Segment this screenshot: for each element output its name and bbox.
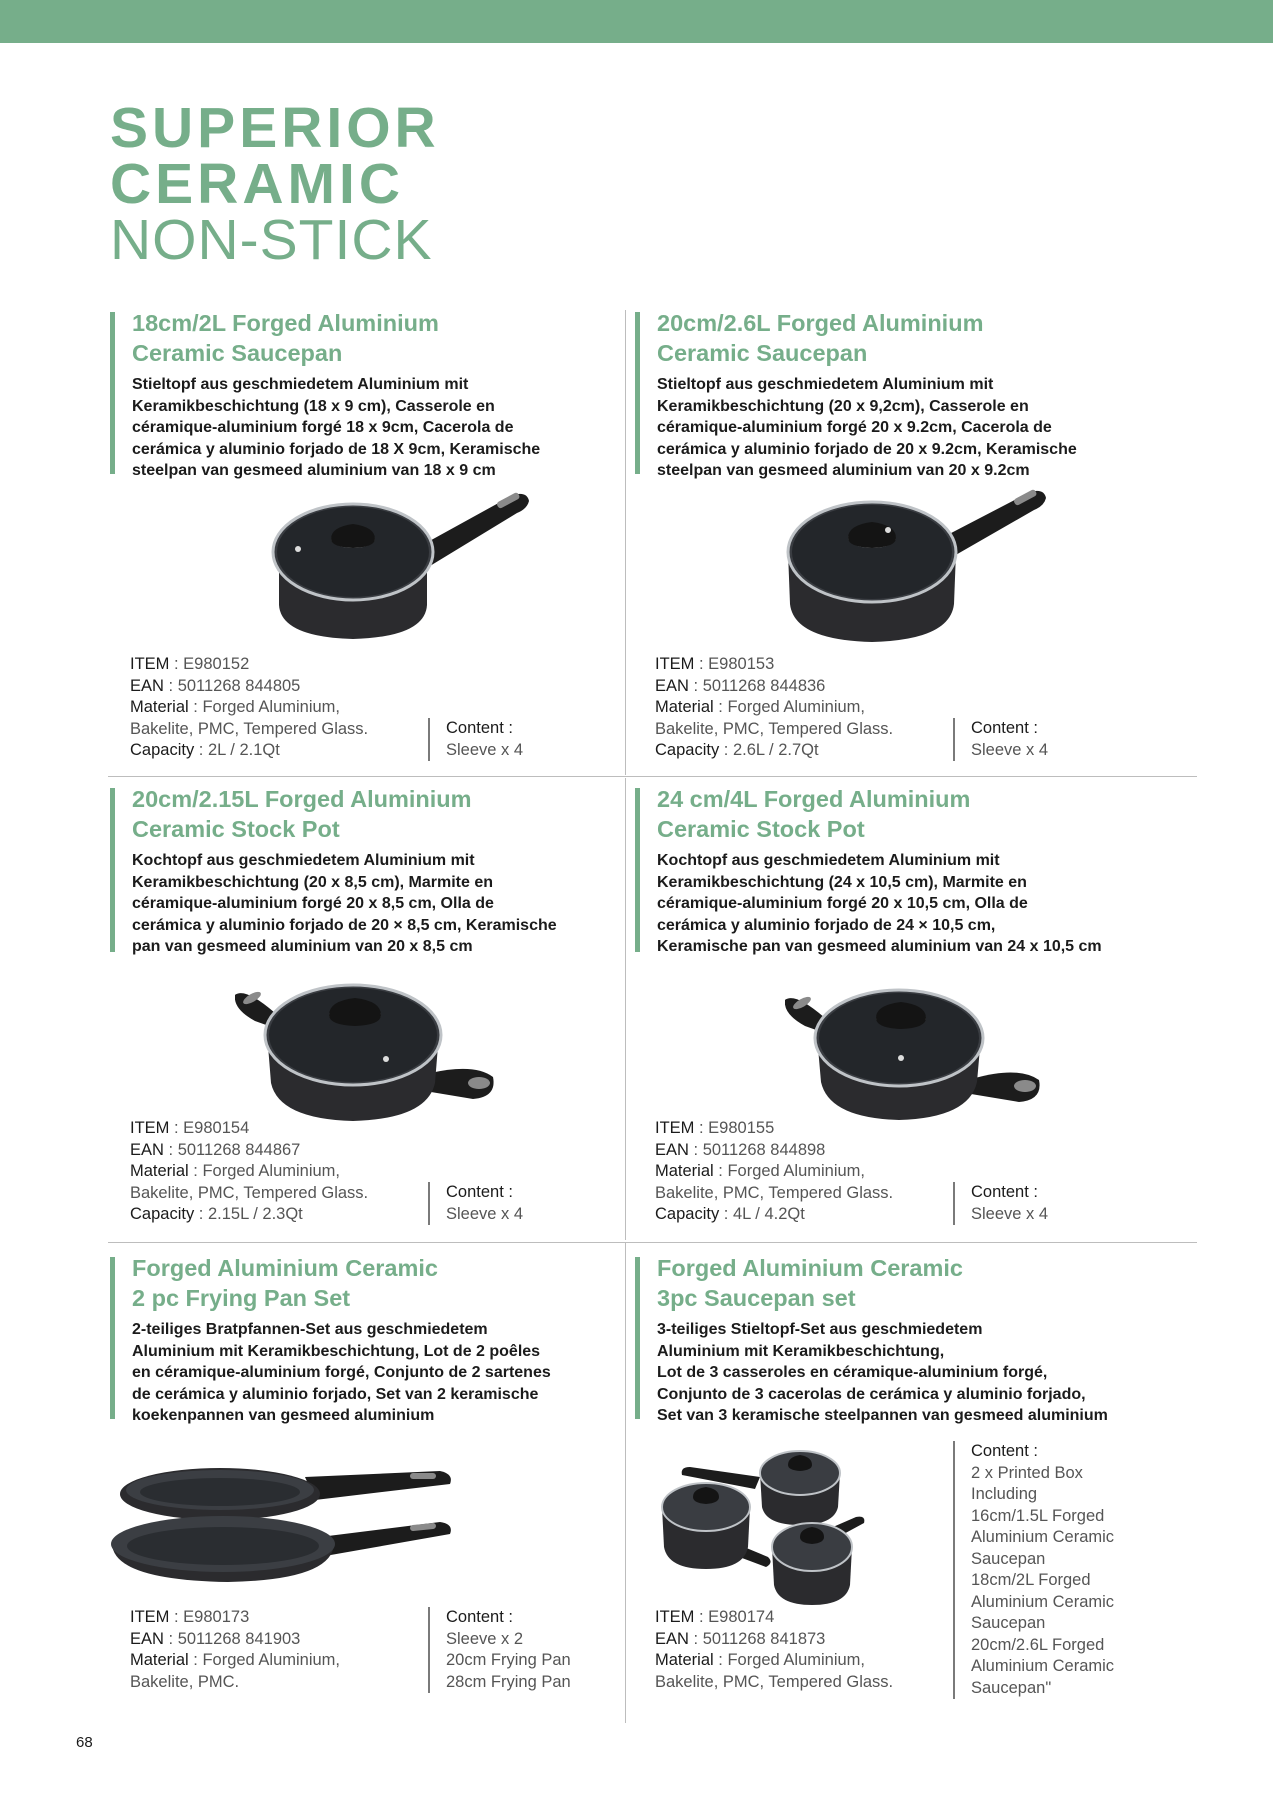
spec-material bbox=[655, 697, 985, 719]
product-card bbox=[110, 788, 630, 1258]
top-color-bar bbox=[0, 0, 1273, 43]
product-card bbox=[110, 1257, 630, 1727]
content-line: Including bbox=[971, 1485, 1038, 1503]
spec-item bbox=[130, 654, 460, 676]
product-name-line: 20cm/2.6L Forged Aluminium bbox=[657, 310, 984, 336]
spec-item bbox=[655, 1118, 985, 1140]
spec-value: : Forged Aluminium, bbox=[713, 1651, 865, 1669]
product-specs bbox=[130, 1607, 460, 1693]
content-line: Aluminium Ceramic bbox=[971, 1657, 1115, 1675]
spec-value: : E980154 bbox=[169, 1119, 250, 1137]
description-line: koekenpannen van gesmeed aluminium bbox=[132, 1407, 435, 1424]
product-name-line: 18cm/2L Forged Aluminium bbox=[132, 310, 439, 336]
description-line: Kochtopf aus geschmiedetem Aluminium mit bbox=[132, 852, 475, 869]
content-label: Content : bbox=[446, 1183, 513, 1201]
description-line: 3-teiliges Stieltopf-Set aus geschmiedetem bbox=[657, 1321, 983, 1338]
description-line: 2-teiliges Bratpfannen-Set aus geschmiedetem bbox=[132, 1321, 488, 1338]
spec-value: : Forged Aluminium, bbox=[188, 698, 340, 716]
stock-pot-image bbox=[235, 973, 505, 1123]
content-label: Content : bbox=[971, 1183, 1038, 1201]
product-name-line: 20cm/2.15L Forged Aluminium bbox=[132, 786, 472, 812]
product-card bbox=[635, 312, 1155, 782]
spec-label: Capacity bbox=[130, 1205, 195, 1223]
product-card bbox=[110, 312, 630, 782]
description-line: céramique-aluminium forgé 20 x 8,5 cm, Olla de bbox=[132, 895, 494, 912]
content-label: Content : bbox=[446, 1608, 513, 1626]
accent-bar bbox=[635, 312, 640, 474]
spec-value: : 5011268 841903 bbox=[163, 1629, 301, 1648]
spec-label: Material bbox=[130, 698, 189, 716]
content-line: Saucepan bbox=[971, 1549, 1046, 1568]
page-title bbox=[110, 96, 440, 272]
title-line-2: CERAMIC bbox=[110, 152, 404, 216]
spec-label: ITEM bbox=[130, 655, 170, 673]
spec-label: EAN bbox=[130, 1140, 164, 1159]
description-line: Keramikbeschichtung (18 x 9 cm), Casserole en bbox=[132, 397, 495, 415]
description-line: steelpan van gesmeed aluminium van 18 x 9 cm bbox=[132, 462, 496, 479]
product-name bbox=[657, 784, 1137, 844]
content-line: 2 x Printed Box bbox=[971, 1463, 1083, 1482]
spec-capacity bbox=[655, 740, 985, 762]
spec-material-cont: Bakelite, PMC, Tempered Glass. bbox=[130, 719, 369, 738]
product-name-line: 24 cm/4L Forged Aluminium bbox=[657, 786, 971, 812]
content-line: Saucepan" bbox=[971, 1678, 1052, 1697]
spec-label: Capacity bbox=[130, 741, 195, 759]
product-content bbox=[428, 718, 626, 761]
spec-ean bbox=[655, 1629, 985, 1651]
spec-label: ITEM bbox=[655, 655, 695, 673]
spec-label: EAN bbox=[655, 676, 689, 695]
spec-value: : E980153 bbox=[694, 655, 775, 673]
description-line: de cerámica y aluminio forjado, Set van 2 keramische bbox=[132, 1385, 539, 1403]
spec-value: : 5011268 844867 bbox=[163, 1140, 301, 1159]
spec-label: Material bbox=[655, 698, 714, 716]
spec-value: : E980155 bbox=[694, 1119, 775, 1137]
product-content bbox=[428, 1607, 626, 1693]
spec-value: : Forged Aluminium, bbox=[713, 698, 865, 716]
spec-material bbox=[130, 1650, 460, 1672]
product-name bbox=[132, 784, 612, 844]
content-label: Content : bbox=[971, 719, 1038, 737]
spec-label: EAN bbox=[130, 676, 164, 695]
spec-label: Material bbox=[130, 1651, 189, 1669]
description-line: céramique-aluminium forgé 20 x 10,5 cm, Olla de bbox=[657, 895, 1028, 912]
product-content bbox=[953, 718, 1151, 761]
content-line: 16cm/1.5L Forged bbox=[971, 1506, 1105, 1525]
description-line: Keramikbeschichtung (20 x 8,5 cm), Marmite en bbox=[132, 873, 494, 891]
product-name bbox=[132, 308, 612, 368]
content-line: Aluminium Ceramic bbox=[971, 1592, 1115, 1611]
product-name-line: Forged Aluminium Ceramic bbox=[132, 1255, 438, 1281]
frying-pan-set-image bbox=[110, 1452, 460, 1592]
spec-item bbox=[655, 654, 985, 676]
product-description bbox=[132, 374, 632, 482]
spec-value: : 2L / 2.1Qt bbox=[194, 741, 280, 759]
product-specs bbox=[655, 654, 985, 762]
content-line: 28cm Frying Pan bbox=[446, 1672, 571, 1691]
content-line: Sleeve x 4 bbox=[446, 1204, 524, 1223]
content-label: Content : bbox=[446, 719, 513, 737]
spec-material-cont: Bakelite, PMC, Tempered Glass. bbox=[130, 1183, 369, 1202]
stock-pot-image bbox=[785, 978, 1055, 1123]
spec-value: : 5011268 844898 bbox=[688, 1140, 826, 1159]
description-line: Lot de 3 casseroles en céramique-aluminium forgé, bbox=[657, 1364, 1048, 1381]
spec-value: : Forged Aluminium, bbox=[188, 1651, 340, 1669]
saucepan-image bbox=[780, 482, 1060, 652]
spec-value: : 2.6L / 2.7Qt bbox=[719, 741, 819, 759]
product-name-line: Ceramic Stock Pot bbox=[657, 816, 865, 842]
product-name bbox=[132, 1253, 612, 1313]
spec-capacity bbox=[130, 1204, 460, 1226]
spec-label: EAN bbox=[655, 1629, 689, 1648]
content-line: Sleeve x 4 bbox=[971, 1204, 1049, 1223]
spec-label: EAN bbox=[130, 1629, 164, 1648]
description-line: cerámica y aluminio forjado de 20 × 8,5 cm, Keramische bbox=[132, 916, 557, 934]
spec-ean bbox=[130, 676, 460, 698]
spec-ean bbox=[655, 676, 985, 698]
spec-label: Material bbox=[655, 1651, 714, 1669]
description-line: Kochtopf aus geschmiedetem Aluminium mit bbox=[657, 852, 1000, 869]
spec-material bbox=[130, 697, 460, 719]
accent-bar bbox=[635, 788, 640, 952]
description-line: steelpan van gesmeed aluminium van 20 x 9.2cm bbox=[657, 462, 1030, 479]
product-content bbox=[953, 1182, 1151, 1225]
spec-item bbox=[130, 1118, 460, 1140]
spec-label: ITEM bbox=[655, 1608, 695, 1626]
title-line-1: SUPERIOR bbox=[110, 96, 440, 160]
saucepan-set-image bbox=[660, 1437, 900, 1607]
description-line: Conjunto de 3 cacerolas de cerámica y aluminio forjado, bbox=[657, 1385, 1086, 1403]
content-line: 18cm/2L Forged bbox=[971, 1571, 1091, 1589]
content-line: 20cm/2.6L Forged bbox=[971, 1635, 1105, 1654]
spec-item bbox=[655, 1607, 985, 1629]
product-name-line: Ceramic Saucepan bbox=[657, 340, 868, 366]
description-line: Set van 3 keramische steelpannen van gesmeed aluminium bbox=[657, 1407, 1108, 1424]
spec-label: Material bbox=[655, 1162, 714, 1180]
spec-material bbox=[655, 1161, 985, 1183]
description-line: Keramikbeschichtung (24 x 10,5 cm), Marmite en bbox=[657, 873, 1027, 891]
spec-material bbox=[655, 1650, 985, 1672]
accent-bar bbox=[110, 788, 115, 952]
spec-ean bbox=[655, 1140, 985, 1162]
spec-label: ITEM bbox=[130, 1119, 170, 1137]
product-description bbox=[132, 850, 632, 958]
spec-value: : E980173 bbox=[169, 1608, 250, 1626]
content-line: Sleeve x 4 bbox=[446, 740, 524, 759]
spec-value: : 4L / 4.2Qt bbox=[719, 1205, 805, 1223]
spec-capacity bbox=[655, 1204, 985, 1226]
spec-ean bbox=[130, 1140, 460, 1162]
title-line-3: NON-STICK bbox=[110, 208, 433, 272]
product-name-line: 3pc Saucepan set bbox=[657, 1285, 856, 1311]
spec-material-cont: Bakelite, PMC. bbox=[130, 1672, 240, 1691]
product-description bbox=[657, 1319, 1177, 1427]
content-line: Saucepan bbox=[971, 1614, 1046, 1632]
content-line: Aluminium Ceramic bbox=[971, 1528, 1115, 1546]
product-content bbox=[953, 1441, 1151, 1699]
product-name bbox=[657, 1253, 1137, 1313]
product-description bbox=[657, 374, 1157, 482]
spec-value: : Forged Aluminium, bbox=[713, 1162, 865, 1180]
spec-value: : 5011268 841873 bbox=[688, 1629, 826, 1648]
spec-capacity bbox=[130, 740, 460, 762]
spec-item bbox=[130, 1607, 460, 1629]
accent-bar bbox=[110, 312, 115, 474]
description-line: Aluminium mit Keramikbeschichtung, bbox=[657, 1342, 945, 1360]
spec-material-cont: Bakelite, PMC, Tempered Glass. bbox=[655, 1672, 894, 1691]
content-line: Sleeve x 2 bbox=[446, 1629, 524, 1648]
spec-value: : E980174 bbox=[694, 1608, 775, 1626]
spec-value: : E980152 bbox=[169, 655, 250, 673]
spec-label: ITEM bbox=[130, 1608, 170, 1626]
spec-label: Material bbox=[130, 1162, 189, 1180]
description-line: Stieltopf aus geschmiedetem Aluminium mit bbox=[132, 376, 469, 393]
saucepan-image bbox=[265, 487, 535, 652]
content-line: 20cm Frying Pan bbox=[446, 1651, 571, 1669]
description-line: Keramikbeschichtung (20 x 9,2cm), Casserole en bbox=[657, 397, 1029, 415]
spec-value: : Forged Aluminium, bbox=[188, 1162, 340, 1180]
accent-bar bbox=[635, 1257, 640, 1419]
content-label: Content : bbox=[971, 1442, 1038, 1460]
product-name-line: Forged Aluminium Ceramic bbox=[657, 1255, 963, 1281]
product-specs bbox=[655, 1118, 985, 1226]
product-description bbox=[657, 850, 1157, 958]
spec-value: : 2.15L / 2.3Qt bbox=[194, 1205, 303, 1223]
spec-label: Capacity bbox=[655, 741, 720, 759]
product-name-line: 2 pc Frying Pan Set bbox=[132, 1285, 351, 1311]
description-line: en céramique-aluminium forgé, Conjunto de 2 sartenes bbox=[132, 1364, 551, 1381]
product-card bbox=[635, 788, 1155, 1258]
product-name bbox=[657, 308, 1137, 368]
product-name-line: Ceramic Stock Pot bbox=[132, 816, 340, 842]
spec-material bbox=[130, 1161, 460, 1183]
product-content bbox=[428, 1182, 626, 1225]
spec-label: EAN bbox=[655, 1140, 689, 1159]
spec-ean bbox=[130, 1629, 460, 1651]
product-specs bbox=[130, 654, 460, 762]
description-line: Aluminium mit Keramikbeschichtung, Lot de 2 poêles bbox=[132, 1342, 541, 1360]
product-card bbox=[635, 1257, 1155, 1727]
accent-bar bbox=[110, 1257, 115, 1419]
spec-value: : 5011268 844805 bbox=[163, 676, 301, 695]
product-specs bbox=[130, 1118, 460, 1226]
description-line: cerámica y aluminio forjado de 18 X 9cm, Keramische bbox=[132, 440, 541, 458]
product-description bbox=[132, 1319, 632, 1427]
spec-material-cont: Bakelite, PMC, Tempered Glass. bbox=[655, 719, 894, 738]
spec-material-cont: Bakelite, PMC, Tempered Glass. bbox=[655, 1183, 894, 1202]
spec-label: ITEM bbox=[655, 1119, 695, 1137]
description-line: pan van gesmeed aluminium van 20 x 8,5 cm bbox=[132, 938, 473, 955]
product-specs bbox=[655, 1607, 985, 1693]
description-line: céramique-aluminium forgé 18 x 9cm, Cacerola de bbox=[132, 419, 514, 436]
description-line: Stieltopf aus geschmiedetem Aluminium mit bbox=[657, 376, 994, 393]
spec-label: Capacity bbox=[655, 1205, 720, 1223]
description-line: céramique-aluminium forgé 20 x 9.2cm, Cacerola de bbox=[657, 419, 1052, 436]
page-number: 68 bbox=[76, 1734, 93, 1751]
description-line: cerámica y aluminio forjado de 24 × 10,5 cm, bbox=[657, 916, 996, 934]
spec-value: : 5011268 844836 bbox=[688, 676, 826, 695]
product-name-line: Ceramic Saucepan bbox=[132, 340, 343, 366]
content-line: Sleeve x 4 bbox=[971, 740, 1049, 759]
description-line: Keramische pan van gesmeed aluminium van 24 x 10,5 cm bbox=[657, 938, 1102, 955]
description-line: cerámica y aluminio forjado de 20 x 9.2cm, Keramische bbox=[657, 440, 1077, 458]
